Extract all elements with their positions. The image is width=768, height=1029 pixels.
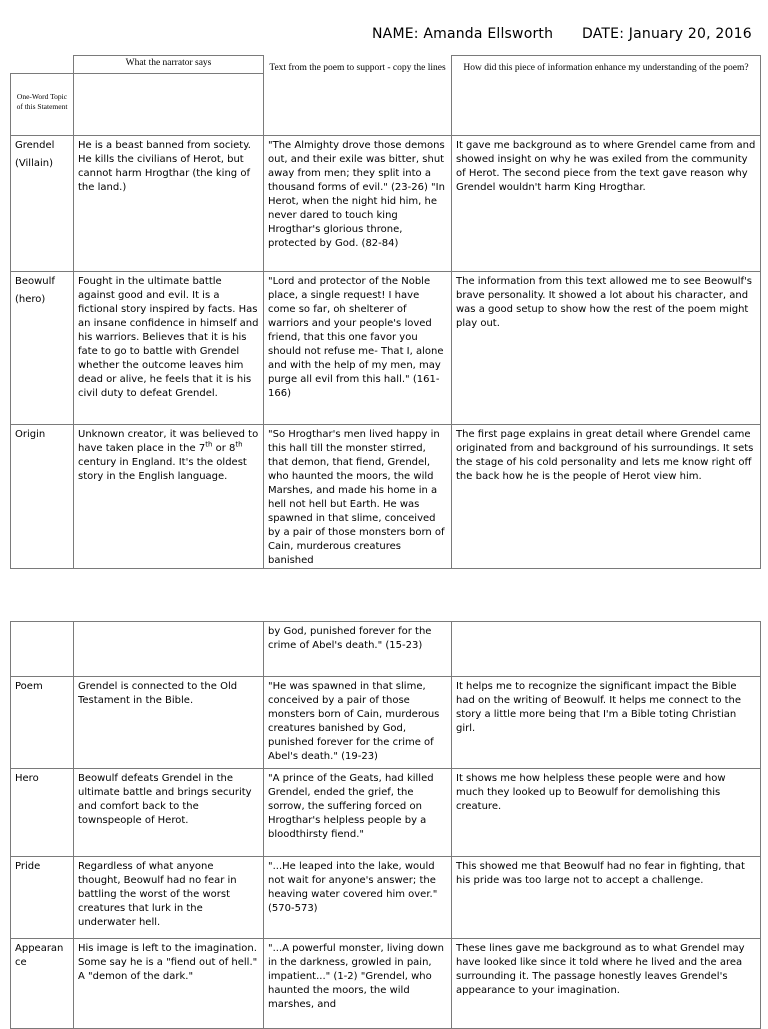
topic-cell: Poem	[11, 677, 74, 769]
text-header: Text from the poem to support - copy the lines	[269, 62, 446, 73]
topic-header: One-Word Topic of this Statement	[11, 73, 74, 135]
enhance-cell: It helps me to recognize the significant impact the Bible had on the writing of Beowulf. It helps me connect to the story a little more being that I'm a Bible toting Christian girl.	[452, 677, 761, 769]
narrator-header-space	[74, 73, 264, 135]
text-cell: by God, punished forever for the crime of Abel's death." (15-23)	[264, 622, 452, 677]
enhance-cell: The first page explains in great detail where Grendel came originated from and background of his surroundings. It sets the stage of his cold personality and lets me know right off the back how he is the people of Herot view him.	[452, 424, 761, 568]
narrator-cell: Beowulf defeats Grendel in the ultimate battle and brings security and comfort back to the townspeople of Herot.	[74, 769, 264, 857]
text-cell: "He was spawned in that slime, conceived by a pair of those monsters born of Cain, murderous creatures banished by God, punished forever for the crime of Abel's death." (19-23)	[264, 677, 452, 769]
topic-cell	[11, 271, 74, 424]
narrator-header: What the narrator says	[74, 56, 264, 74]
enhance-header: How did this piece of information enhance my understanding of the poem?	[463, 63, 749, 73]
narrator-cell: His image is left to the imagination. Some say he is a "fiend out of hell." A "demon of the dark."	[74, 939, 264, 1029]
analysis-table-page-2	[10, 621, 761, 1029]
table-row	[11, 135, 761, 271]
topic-sublabel: (hero)	[15, 293, 46, 305]
topic-sublabel: (Villain)	[15, 157, 54, 169]
enhance-cell: This showed me that Beowulf had no fear in fighting, that his pride was too large not to accept a challenge.	[452, 857, 761, 939]
topic-label: Origin	[15, 428, 46, 440]
text-cell: "Lord and protector of the Noble place, a single request! I have come so far, oh shelterer of warriors and your people's loved friend, that this one favor you should not refuse me- That I, alone and with the help of my men, may purge all evil from this hall." (161-166)	[264, 271, 452, 424]
topic-label: Beowulf	[15, 275, 55, 287]
enhance-cell: It gave me background as to where Grendel came from and showed insight on why he was exiled from the community of Herot. The second piece from the text gave reason why Grendel wouldn't harm King Hrogthar.	[452, 135, 761, 271]
text-cell: "The Almighty drove those demons out, and their exile was bitter, shut away from men; they split into a thousand forms of evil." (23-26) "In Herot, when the night hid him, he never dared to touch king Hrogthar's glorious throne, protected by God. (82-84)	[264, 135, 452, 271]
narrator-cell: Grendel is connected to the Old Testament in the Bible.	[74, 677, 264, 769]
student-name: NAME: Amanda Ellsworth	[372, 26, 554, 42]
table-row	[11, 939, 761, 1029]
table-row	[11, 769, 761, 857]
text-cell: "A prince of the Geats, had killed Grendel, ended the grief, the sorrow, the suffering forced on Hrogthar's helpless people by a bloodthirsty fiend."	[264, 769, 452, 857]
narrator-cell: Unknown creator, it was believed to have taken place in the 7th or 8th century in England. It's the oldest story in the English language.	[74, 424, 264, 568]
topic-cell: Pride	[11, 857, 74, 939]
topic-cell: Appearan ce	[11, 939, 74, 1029]
topic-label: Grendel	[15, 139, 55, 151]
enhance-cell: The information from this text allowed me to see Beowulf's brave personality. It showed a lot about his character, and was a good setup to show how the rest of the poem might play out.	[452, 271, 761, 424]
header-row	[11, 56, 761, 74]
text-cell: "...A powerful monster, living down in the darkness, growled in pain, impatient..." (1-2) "Grendel, who haunted the moors, the wild marshes, and	[264, 939, 452, 1029]
topic-cell	[11, 135, 74, 271]
narrator-cell: Regardless of what anyone thought, Beowulf had no fear in battling the worst of the worst creatures that lurk in the underwater hell.	[74, 857, 264, 939]
table-row	[11, 677, 761, 769]
table-row	[11, 424, 761, 568]
text-cell: "So Hrogthar's men lived happy in this hall till the monster stirred, that demon, that fiend, Grendel, who haunted the moors, the wild Marshes, and made his home in a hell not hell but Earth. He was spawned in that slime, conceived by a pair of those monsters born of Cain, murderous creatures banished	[264, 424, 452, 568]
table-row	[11, 857, 761, 939]
topic-cell: Hero	[11, 769, 74, 857]
table-row-continuation	[11, 622, 761, 677]
enhance-cell: These lines gave me background as to what Grendel may have looked like since it told where he lived and the area surrounding it. The passage honestly leaves Grendel's appearance to your imagination.	[452, 939, 761, 1029]
analysis-table-page-1	[10, 55, 761, 569]
enhance-cell: It shows me how helpless these people were and how much they looked up to Beowulf for demolishing this creature.	[452, 769, 761, 857]
assignment-date: DATE: January 20, 2016	[582, 26, 752, 42]
narrator-cell: Fought in the ultimate battle against good and evil. It is a fictional story inspired by facts. Has an insane confidence in himself and his warriors. Believes that it is his fate to go to battle with Grendel whether the outcome leaves him dead or alive, he feels that it is his civil duty to defeat Grendel.	[74, 271, 264, 424]
narrator-cell: He is a beast banned from society. He kills the civilians of Herot, but cannot harm Hrogthar (the king of the land.)	[74, 135, 264, 271]
text-cell: "...He leaped into the lake, would not wait for anyone's answer; the heaving water covered him over." (570-573)	[264, 857, 452, 939]
topic-cell	[11, 424, 74, 568]
table-row	[11, 271, 761, 424]
